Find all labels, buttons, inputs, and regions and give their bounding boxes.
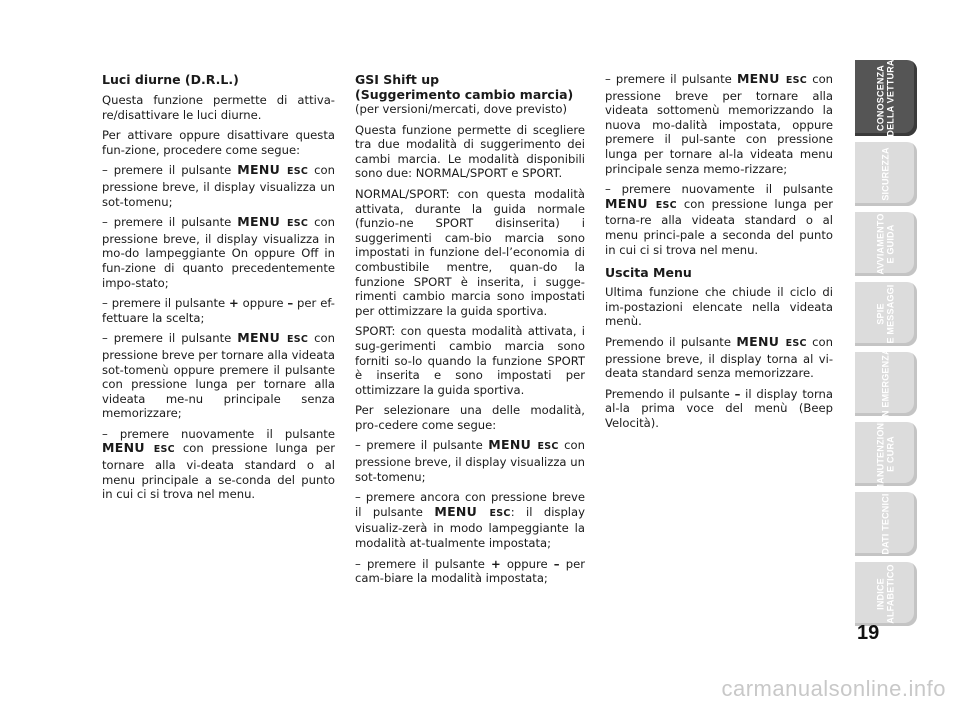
paragraph: Questa funzione permette di attiva-re/disattivare le luci diurne. — [102, 93, 335, 122]
menu-esc-label: MENU ESC — [237, 214, 309, 230]
plus-symbol: + — [229, 296, 239, 311]
menu-esc-label: MENU ESC — [736, 333, 807, 349]
step: – premere nuovamente il pulsante MENU ESC con pressione lunga per torna-re alla videata standard o al menu princi-pale a seconda del punto in cui ci si trova nel menu. — [605, 182, 833, 257]
tab-indice-alfabetico[interactable]: INDICE ALFABETICO — [855, 562, 917, 626]
paragraph: Ultima funzione che chiude il ciclo di im-postazioni elencate nella videata menù. — [605, 285, 833, 329]
step: – premere nuovamente il pulsante MENU ESC con pressione lunga per tornare alla vi-deata standard o al menu principale a se-conda del punto in cui ci si trova nel menu. — [102, 426, 335, 502]
step: – premere il pulsante MENU ESC con pressione breve, il display visualizza un sot-tomenu; — [102, 162, 335, 209]
column-2 — [355, 72, 585, 592]
minus-symbol: – — [553, 556, 560, 571]
tab-in-emergenza[interactable]: IN EMERGENZA — [855, 352, 917, 416]
menu-esc-label: MENU ESC — [736, 71, 808, 86]
menu-esc-label: MENU ESC — [605, 195, 677, 211]
tab-manutenzione-cura[interactable]: MANUTENZIONE E CURA — [855, 422, 917, 486]
step: – premere ancora con pressione breve il pulsante MENU ESC: il display visualiz-zerà in modo lampeggiante la modalità at-tualmente impostata; — [355, 490, 585, 551]
step: – premere il pulsante MENU ESC con pressione breve, il display visualizza in mo-do lampeggiante On oppure Off in fun-zione di quanto precedentemente impo-stato; — [102, 214, 335, 290]
paragraph: SPORT: con questa modalità attivata, i sug-gerimenti cambio marcia sono forniti so-lo quando la funzione SPORT è inserita e sono impostati per ottimizzare la guida sportiva. — [355, 324, 585, 397]
column-1 — [102, 72, 335, 508]
step: – premere il pulsante MENU ESC con pressione breve per tornare alla videata sottomenù memorizzando la nuova mo-dalità impostata, oppure premere il pul-sante con pressione lunga per tornare al-la videata menu principale senza memo-rizzare; — [605, 71, 834, 176]
step: – premere il pulsante MENU ESC con pressione breve per tornare alla videata sot-tomenù oppure premere il pulsante con pressione lunga per tornare alla videata me-nu principale senza memorizzare; — [102, 330, 335, 421]
minus-symbol: – — [734, 386, 741, 401]
plus-symbol: + — [490, 556, 501, 571]
paragraph: Per selezionare una delle modalità, pro-cedere come segue: — [355, 403, 585, 432]
menu-esc-label: MENU ESC — [102, 440, 175, 456]
menu-esc-label: MENU ESC — [237, 330, 309, 346]
tab-sicurezza[interactable]: SICUREZZA — [855, 142, 917, 206]
chapter-tabs — [855, 60, 919, 632]
subtitle: (per versioni/mercati, dove previsto) — [355, 102, 568, 116]
step: – premere il pulsante + oppure – per ef-fettuare la scelta; — [102, 296, 335, 325]
step: – premere il pulsante MENU ESC con pressione breve, il display visualizza un sot-tomenu; — [355, 437, 585, 484]
tab-dati-tecnici[interactable]: DATI TECNICI — [855, 492, 917, 556]
step: – premere il pulsante + oppure – per cam-biare la modalità impostata; — [355, 556, 585, 586]
section-title-drl: Luci diurne (D.R.L.) — [102, 72, 239, 87]
watermark: carmanualsonline.info — [721, 676, 946, 701]
tab-spie-messaggi[interactable]: SPIE E MESSAGGI — [855, 282, 917, 346]
minus-symbol: – — [287, 296, 294, 311]
menu-esc-label: MENU ESC — [488, 437, 559, 453]
column-3 — [605, 72, 833, 436]
section-title-gsi: GSI Shift up (Suggerimento cambio marcia) — [355, 72, 574, 102]
tab-conoscenza-vettura[interactable]: CONOSCENZA DELLA VETTURA — [855, 60, 917, 136]
menu-esc-label: MENU ESC — [434, 503, 511, 519]
tab-avviamento-guida[interactable]: AVVIAMENTO E GUIDA — [855, 212, 917, 276]
paragraph: NORMAL/SPORT: con questa modalità attivata, durante la guida normale (funzio-ne SPORT disinserita) i suggerimenti cam-bio marcia sono impostati in funzione del-l’economia di combustibile mentre, quan-do la funzione SPORT è inserita, i sugge-rimenti cambio marcia sono impostati per ottimizzare la guida sportiva. — [355, 186, 585, 318]
paragraph: Premendo il pulsante – il display torna al-la prima voce del menù (Beep Velocità). — [605, 386, 833, 430]
menu-esc-label: MENU ESC — [237, 162, 309, 178]
page-number: 19 — [857, 622, 880, 644]
paragraph: Per attivare oppure disattivare questa fun-zione, procedere come segue: — [102, 128, 335, 157]
paragraph: Premendo il pulsante MENU ESC con pressione breve, il display torna al vi-deata standard senza memorizzare. — [605, 333, 833, 381]
paragraph: Questa funzione permette di scegliere tra due modalità di suggerimento dei cambi marcia. Le modalità disponibili sono due: NORMAL/SPORT e SPORT. — [355, 122, 585, 181]
section-title-uscita-menu: Uscita Menu — [605, 265, 692, 281]
